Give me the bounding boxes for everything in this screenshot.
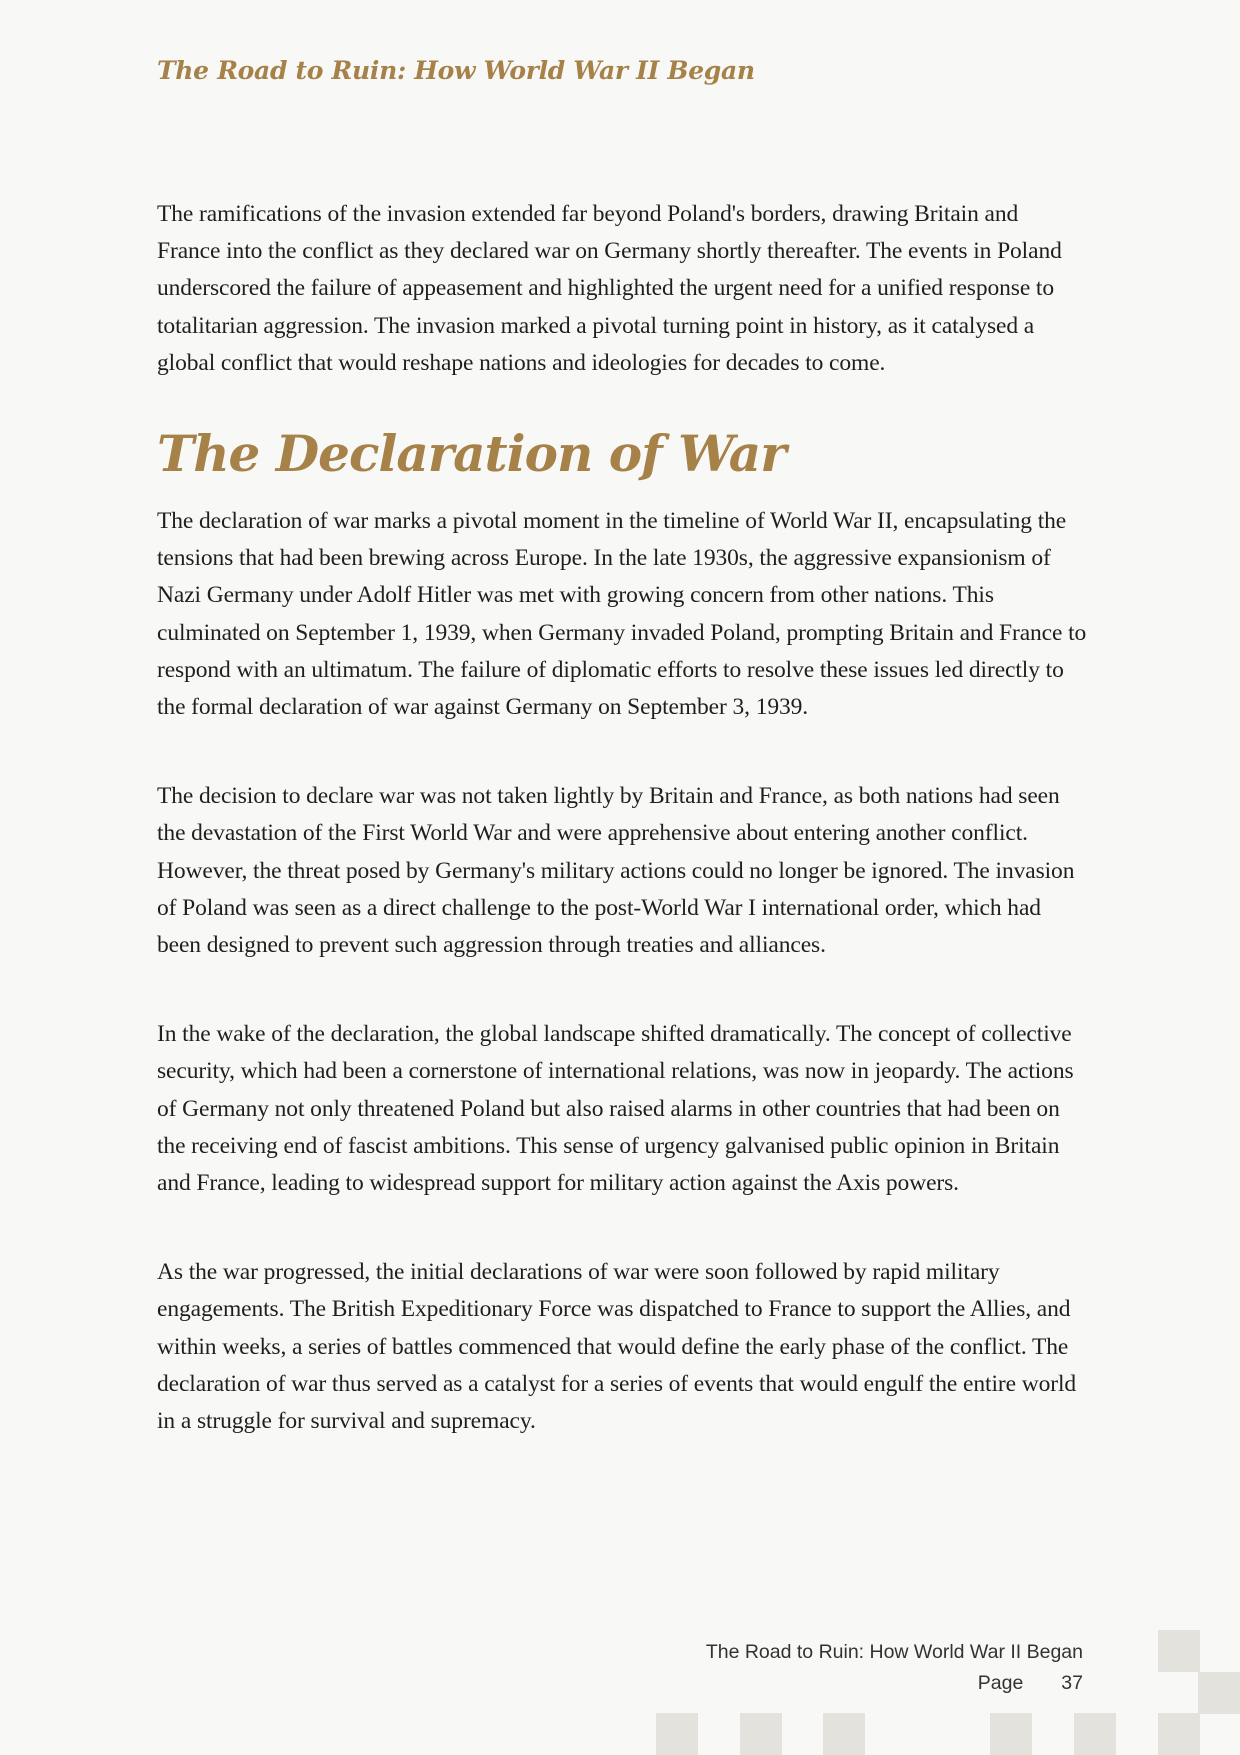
decorative-square: [1158, 1713, 1200, 1755]
section-paragraph-4: As the war progressed, the initial declarations of war were soon followed by rapid military engagements. The British Expeditionary Force was dispatched to France to support the Allies, and within weeks, a series of battles commenced that would define the early phase of the conflict. The declaration of war thus served as a catalyst for a series of events that would engulf the entire world in a struggle for survival and supremacy.: [157, 1259, 1077, 1435]
section-paragraph-2: The decision to declare war was not taken lightly by Britain and France, as both nations had seen the devastation of the First World War and were apprehensive about entering another conflict. However, the threat posed by Germany's military actions could no longer be ignored. The invasion of Poland was seen as a direct challenge to the post-World War I international order, which had been designed to prevent such aggression through treaties and alliances.: [157, 783, 1075, 959]
section-title: The Declaration of War: [157, 424, 786, 484]
decorative-square: [656, 1713, 698, 1755]
footer-title: The Road to Ruin: How World War II Began: [705, 1641, 1083, 1663]
decorative-square: [740, 1713, 782, 1755]
section-paragraph-3: In the wake of the declaration, the global landscape shifted dramatically. The concept of collective security, which had been a cornerstone of international relations, was now in jeopardy. The actions of Germany not only threatened Poland but also raised alarms in other countries that had been on the receiving end of fascist ambitions. This sense of urgency galvanised public opinion in Britain and France, leading to widespread support for military action against the Axis powers.: [157, 1021, 1074, 1197]
page-content: [157, 196, 1087, 1440]
decorative-square: [1198, 1672, 1240, 1714]
decorative-square: [1158, 1630, 1200, 1672]
running-header-title: The Road to Ruin: How World War II Began: [157, 56, 755, 85]
footer-page-number: [978, 1672, 1083, 1695]
intro-paragraph: The ramifications of the invasion extended far beyond Poland's borders, drawing Britain and France into the conflict as they declared war on Germany shortly thereafter. The events in Poland underscored the failure of appeasement and highlighted the urgent need for a unified response to totalitarian aggression. The invasion marked a pivotal turning point in history, as it catalysed a global conflict that would reshape nations and ideologies for decades to come.: [157, 201, 1062, 376]
decorative-square: [990, 1713, 1032, 1755]
section-paragraph-1: The declaration of war marks a pivotal moment in the timeline of World War II, encapsulating the tensions that had been brewing across Europe. In the late 1930s, the aggressive expansionism of Nazi Germany under Adolf Hitler was met with growing concern from other nations. This culminated on September 1, 1939, when Germany invaded Poland, prompting Britain and France to respond with an ultimatum. The failure of diplomatic efforts to resolve these issues led directly to the formal declaration of war against Germany on September 3, 1939.: [157, 508, 1087, 721]
decorative-square: [1074, 1713, 1116, 1755]
page-number: 37: [1061, 1672, 1083, 1694]
decorative-square: [823, 1713, 865, 1755]
footer-page-label: Page: [977, 1672, 1024, 1694]
